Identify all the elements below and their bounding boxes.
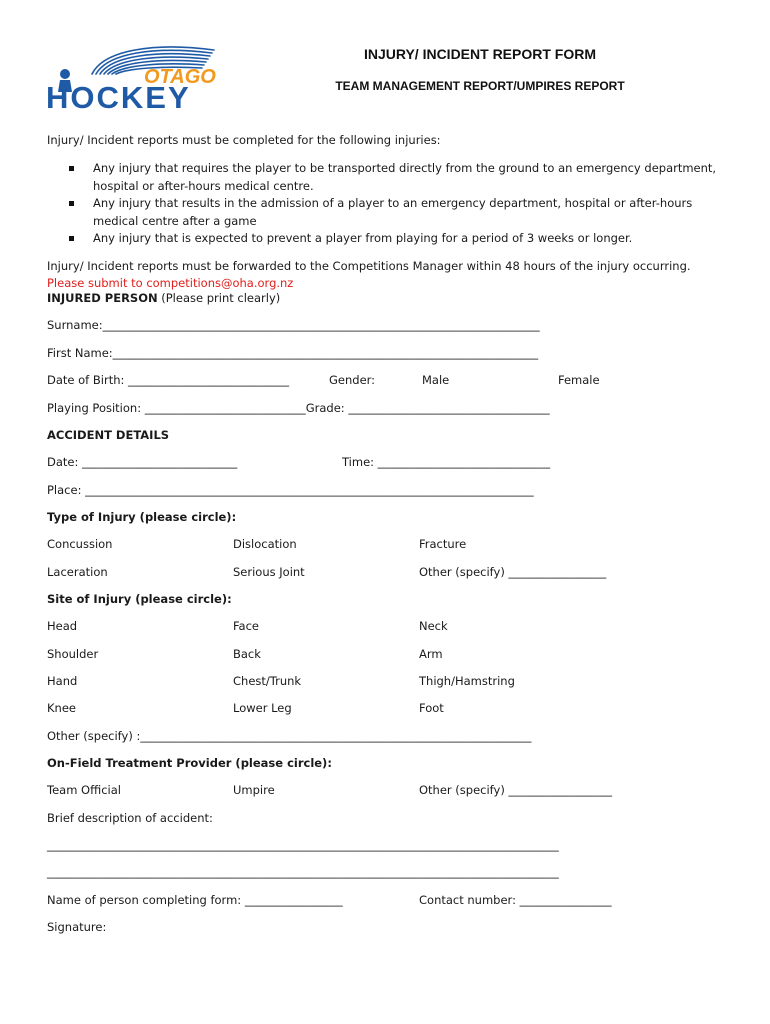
injury-site-option[interactable]: Back [233, 647, 261, 661]
date-field[interactable]: Date: ___________________________ [47, 455, 238, 469]
treatment-provider-option[interactable]: Team Official [47, 783, 121, 797]
injury-type-option[interactable]: Serious Joint [233, 565, 305, 579]
requirement-item: Any injury that is expected to prevent a player from playing for a period of 3 weeks or longer. [47, 230, 737, 248]
surname-field[interactable]: Surname:____________________________________________________________________________ [47, 318, 540, 332]
name-completing-field[interactable]: Name of person completing form: _________________ [47, 893, 343, 907]
injury-site-option[interactable]: Neck [419, 619, 448, 633]
form-title: INJURY/ INCIDENT REPORT FORM [363, 46, 597, 62]
playing-position-grade-field[interactable]: Playing Position: ____________________________Grade: ___________________________________ [47, 401, 550, 415]
injury-type-option[interactable]: Laceration [47, 565, 108, 579]
injury-site-option[interactable]: Head [47, 619, 78, 633]
place-field[interactable]: Place: ______________________________________________________________________________ [47, 483, 534, 497]
first-name-field[interactable]: First Name:__________________________________________________________________________ [47, 346, 539, 360]
requirement-item: Any injury that requires the player to be transported directly from the ground to an emergency department, hospital or after-hours medical centre. [47, 160, 737, 195]
injury-type-option[interactable]: Dislocation [233, 537, 297, 551]
accident-description-line[interactable]: _________________________________________________________________________________________ [47, 865, 559, 879]
accident-description-label: Brief description of accident: [47, 811, 213, 825]
injury-site-option[interactable]: Shoulder [47, 647, 99, 661]
requirement-list [47, 160, 737, 248]
type-of-injury-heading: Type of Injury (please circle): [47, 510, 237, 524]
accident-description-line[interactable]: _________________________________________________________________________________________ [47, 838, 559, 852]
treatment-provider-heading: On-Field Treatment Provider (please circle): [47, 756, 332, 770]
injury-type-option[interactable]: Fracture [419, 537, 467, 551]
injury-site-option[interactable]: Chest/Trunk [233, 674, 302, 688]
logo-hockey-text: HOCKEY [46, 80, 191, 112]
intro-lead: Injury/ Incident reports must be completed for the following injuries: [47, 133, 441, 147]
gender-label: Gender: [329, 373, 376, 387]
form-subtitle: TEAM MANAGEMENT REPORT/UMPIRES REPORT [335, 79, 625, 93]
injured-person-heading: INJURED PERSON (Please print clearly) [47, 291, 281, 305]
submit-email-link[interactable]: Please submit to competitions@oha.org.nz [47, 276, 294, 290]
injury-type-option[interactable]: Concussion [47, 537, 113, 551]
injury-site-option[interactable]: Lower Leg [233, 701, 292, 715]
time-field[interactable]: Time: ______________________________ [342, 455, 551, 469]
injury-site-option[interactable]: Thigh/Hamstring [419, 674, 515, 688]
signature-field[interactable]: Signature: [47, 920, 107, 934]
treatment-provider-other-field[interactable]: Other (specify) __________________ [419, 783, 612, 797]
injury-site-option[interactable]: Arm [419, 647, 443, 661]
injury-site-option[interactable]: Knee [47, 701, 76, 715]
treatment-provider-option[interactable]: Umpire [233, 783, 275, 797]
gender-option-female[interactable]: Female [558, 373, 600, 387]
bullet-icon [69, 166, 74, 171]
site-of-injury-heading: Site of Injury (please circle): [47, 592, 232, 606]
injury-type-other-field[interactable]: Other (specify) _________________ [419, 565, 607, 579]
requirement-item: Any injury that results in the admission of a player to an emergency department, hospital or after-hours medical centre after a game [47, 195, 737, 230]
gender-option-male[interactable]: Male [422, 373, 450, 387]
injury-site-option[interactable]: Foot [419, 701, 444, 715]
accident-details-heading: ACCIDENT DETAILS [47, 428, 170, 442]
bullet-icon [69, 201, 74, 206]
contact-number-field[interactable]: Contact number: ________________ [419, 893, 612, 907]
injury-site-other-field[interactable]: Other (specify) :____________________________________________________________________ [47, 729, 532, 743]
otago-hockey-logo [44, 40, 234, 112]
bullet-icon [69, 236, 74, 241]
injury-site-option[interactable]: Face [233, 619, 260, 633]
date-of-birth-field[interactable]: Date of Birth: ____________________________ [47, 373, 290, 387]
forward-note: Injury/ Incident reports must be forwarded to the Competitions Manager within 48 hours of the injury occurring. [47, 259, 691, 273]
logo-otago-text: OTAGO [144, 66, 216, 88]
injury-site-option[interactable]: Hand [47, 674, 78, 688]
